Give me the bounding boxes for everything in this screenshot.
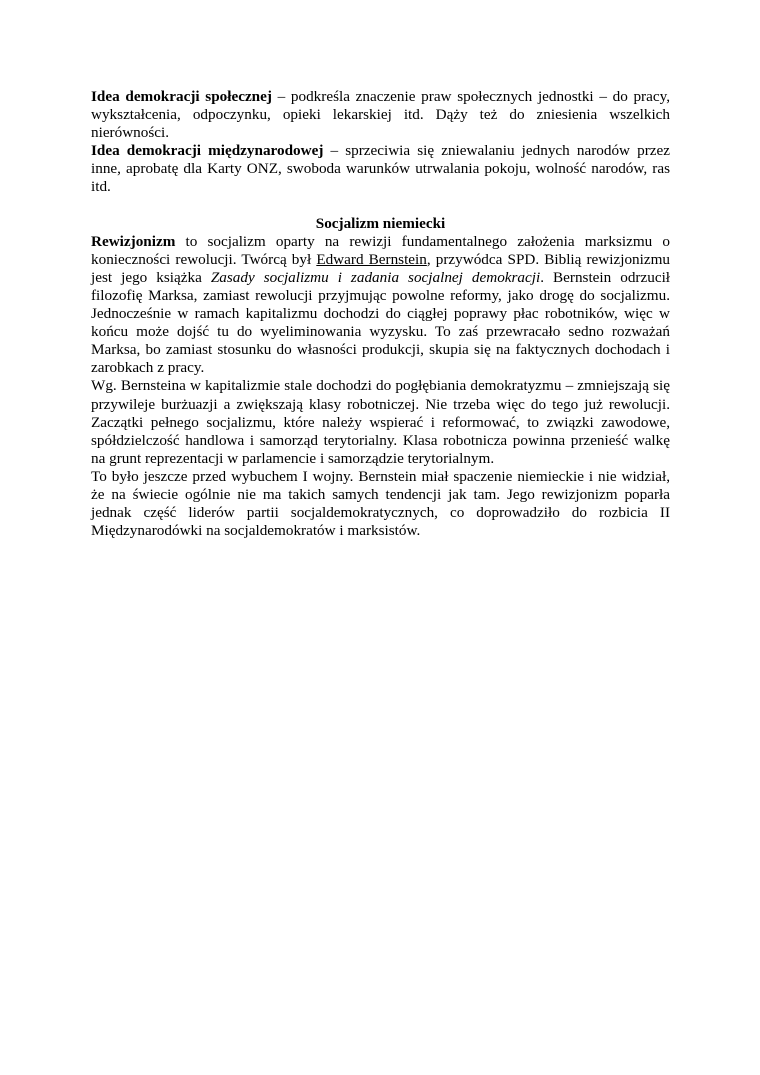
section-heading: Socjalizm niemiecki (315, 214, 446, 232)
paragraph-social-democracy-text: – podkreśla znaczenie praw społecznych jednostki – do pracy, wykształcenia, odpoczynku, opieki lekarskiej itd. Dąży też do zniesienia wszelkich nierówności. (91, 88, 671, 142)
paragraph-international-democracy-text: – sprzeciwia się zniewalaniu jednych narodów przez inne, aprobatę dla Karty ONZ, swoboda warunków utrwalania pokoju, wolność narodów, ras itd. (91, 142, 670, 196)
paragraph-social-democracy (91, 88, 670, 142)
paragraph-revisionism (91, 233, 670, 378)
term-social-democracy: Idea demokracji społecznej (91, 88, 272, 105)
spacer (91, 197, 670, 215)
paragraph-bernstein-democracy: Wg. Bernsteina w kapitalizmie stale dochodzi do pogłębiania demokratyzmu – zmniejszają się przywileje burżuazji a zwiększają klasy robotniczej. Nie trzeba więc do tego już rewolucji. Zaczątki pełnego socjalizmu, które należy wspierać i reformować, to związki zawodowe, spółdzielczość handlowa i samorząd terytorialny. Klasa robotnicza powinna przenieść walkę na grunt reprezentacji w parlamencie i samorządzie terytorialnym. (91, 377, 670, 467)
paragraph-revisionism-text-c: . Bernstein odrzucił filozofię Marksa, zamiast rewolucji przyjmując powolne reformy, jako drogę do socjalizmu. Jednocześnie w ramach kapitalizmu dochodzi do ciągłej poprawy płac robotników, więc w końcu może dojść tu do wyeliminowania wyzysku. To zaś przewracało sedno rozważań Marksa, bo zamiast stosunku do własności produkcji, skupia się na faktycznych dochodach i zarobkach z pracy. (91, 268, 671, 377)
bernstein-link[interactable]: Edward Bernstein (316, 250, 427, 268)
document-page (91, 88, 670, 540)
book-title: Zasady socjalizmu i zadania socjalnej demokracji (210, 268, 541, 286)
paragraph-before-war: To było jeszcze przed wybuchem I wojny. Bernstein miał spaczenie niemieckie i nie widział, że na świecie ogólnie nie ma takich samych tendencji jak tam. Jego rewizjonizm poparła jednak część liderów partii socjaldemokratycznych, co doprowadziło do rozbicia II Międzynarodówki na socjaldemokratów i marksistów. (91, 467, 670, 540)
term-international-democracy: Idea demokracji międzynarodowej (91, 142, 324, 160)
paragraph-revisionism-text-a: to socjalizm oparty na rewizji fundamentalnego założenia marksizmu o konieczności rewolucji. Twórcą był (91, 232, 670, 268)
paragraph-revisionism-text-b: , przywódca SPD. Biblią rewizjonizmu jest jego książka (91, 250, 670, 286)
paragraph-international-democracy (91, 142, 670, 196)
term-revisionism: Rewizjonizm (91, 232, 176, 250)
